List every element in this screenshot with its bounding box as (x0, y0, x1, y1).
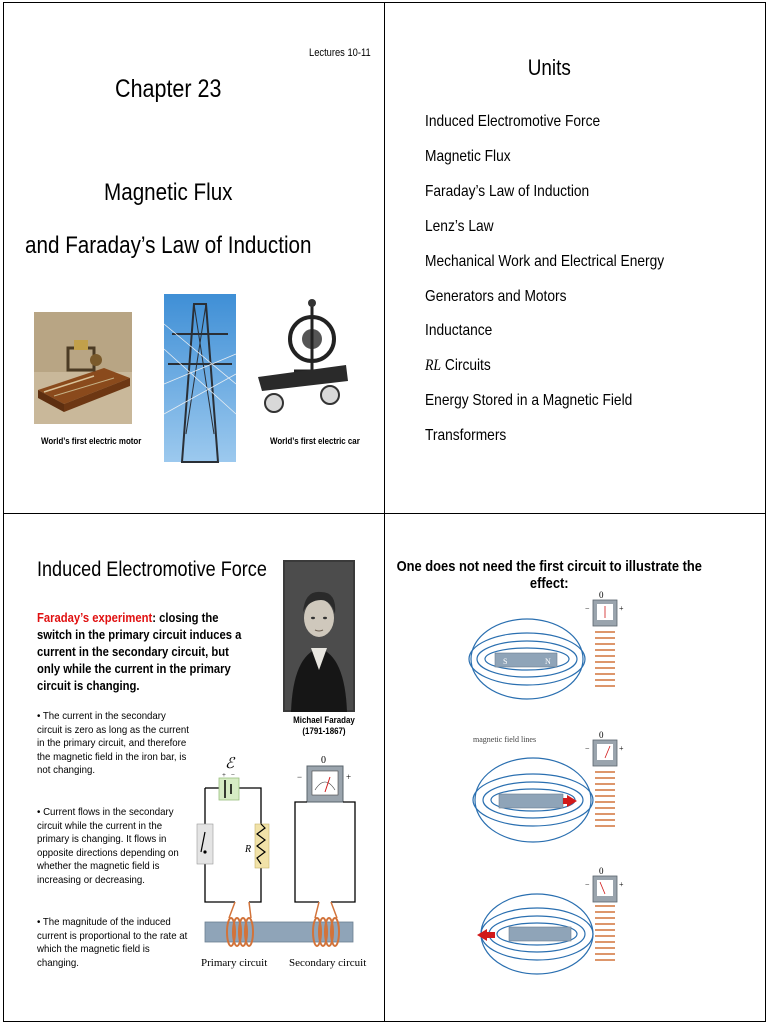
field-lines-label: magnetic field lines (473, 735, 537, 744)
meter-plus: + (619, 880, 624, 889)
electric-car-photo (254, 291, 350, 423)
electric-motor-photo (34, 312, 132, 424)
units-title: Units (527, 55, 571, 80)
slide-title (3, 2, 385, 514)
meter-zero: 0 (599, 730, 604, 740)
pole-s: S (503, 657, 508, 666)
faraday-years: (1791-1867) (302, 726, 346, 736)
power-pylon-photo (164, 294, 236, 462)
faraday-portrait (283, 560, 355, 712)
meter-minus: − (585, 880, 590, 889)
chapter-title: Chapter 23 (115, 75, 222, 103)
rl-italic: RL (425, 357, 442, 374)
faraday-experiment-text (37, 610, 244, 695)
faraday-experiment-diagram (191, 752, 367, 974)
car-caption: World’s first electric car (270, 436, 360, 446)
magnet-coil-diagram (473, 584, 635, 984)
unit-item: Transformers (425, 427, 507, 444)
motor-caption: World’s first electric motor (41, 436, 142, 446)
faraday-experiment-label: Faraday’s experiment (37, 611, 153, 625)
slide3-title: Induced Electromotive Force (37, 558, 267, 581)
bullet-item: • The magnitude of the induced current is proportional to the rate at which the magnetic field is changing. (37, 916, 188, 969)
approaching-magnet-figure (473, 730, 624, 842)
slide4-title: One does not need the first circuit to illustrate the effect: (396, 558, 702, 592)
unit-item: Energy Stored in a Magnetic Field (425, 392, 633, 409)
meter-minus: − (585, 604, 590, 613)
meter-plus: + (619, 744, 624, 753)
battery-minus: − (231, 771, 235, 779)
faraday-caption (284, 715, 363, 737)
title-line-2: and Faraday’s Law of Induction (25, 232, 312, 259)
rl-rest: Circuits (441, 357, 491, 374)
emf-symbol: ℰ (225, 756, 235, 772)
secondary-circuit-label: Secondary circuit (289, 957, 367, 969)
faraday-experiment-body: : closing the switch in the primary circuit induces a current in the secondary circuit, but only while the current in the primary circuit is changing. (37, 611, 242, 693)
faraday-name: Michael Faraday (293, 715, 355, 725)
lecture-note: Lectures 10-11 (309, 47, 371, 59)
title-line-1: Magnetic Flux (104, 179, 233, 206)
meter-zero: 0 (321, 755, 326, 766)
stationary-magnet-figure (469, 590, 624, 699)
meter-plus: + (346, 772, 352, 782)
battery-plus: + (222, 771, 226, 779)
bullet-item: • Current flows in the secondary circuit while the current in the primary is changing. It flows in opposite directions depending on whether the magnetic field is increasing or decreasing. (37, 806, 179, 886)
meter-zero: 0 (599, 866, 604, 876)
unit-item: Inductance (425, 322, 493, 339)
unit-item: Induced Electromotive Force (425, 113, 601, 130)
meter-plus: + (619, 604, 624, 613)
slide-units (384, 2, 766, 514)
slide-induced-emf (3, 513, 385, 1022)
resistor-label: R (245, 844, 252, 855)
unit-item: Magnetic Flux (425, 148, 511, 165)
receding-magnet-figure (477, 866, 624, 974)
unit-item: Faraday’s Law of Induction (425, 183, 590, 200)
unit-item: Lenz’s Law (425, 218, 494, 235)
slide-magnet-coil (384, 513, 766, 1022)
meter-minus: − (585, 744, 590, 753)
primary-circuit-label: Primary circuit (201, 957, 268, 969)
unit-item: Mechanical Work and Electrical Energy (425, 253, 665, 270)
pole-n: N (545, 657, 551, 666)
unit-item: Generators and Motors (425, 288, 567, 305)
meter-zero: 0 (599, 590, 604, 600)
meter-minus: − (297, 772, 303, 782)
unit-item-rl (425, 357, 491, 375)
bullet-item: • The current in the secondary circuit is zero as long as the current in the primary circuit, and therefore the magnetic field in the iron bar, is not changing. (37, 710, 189, 776)
